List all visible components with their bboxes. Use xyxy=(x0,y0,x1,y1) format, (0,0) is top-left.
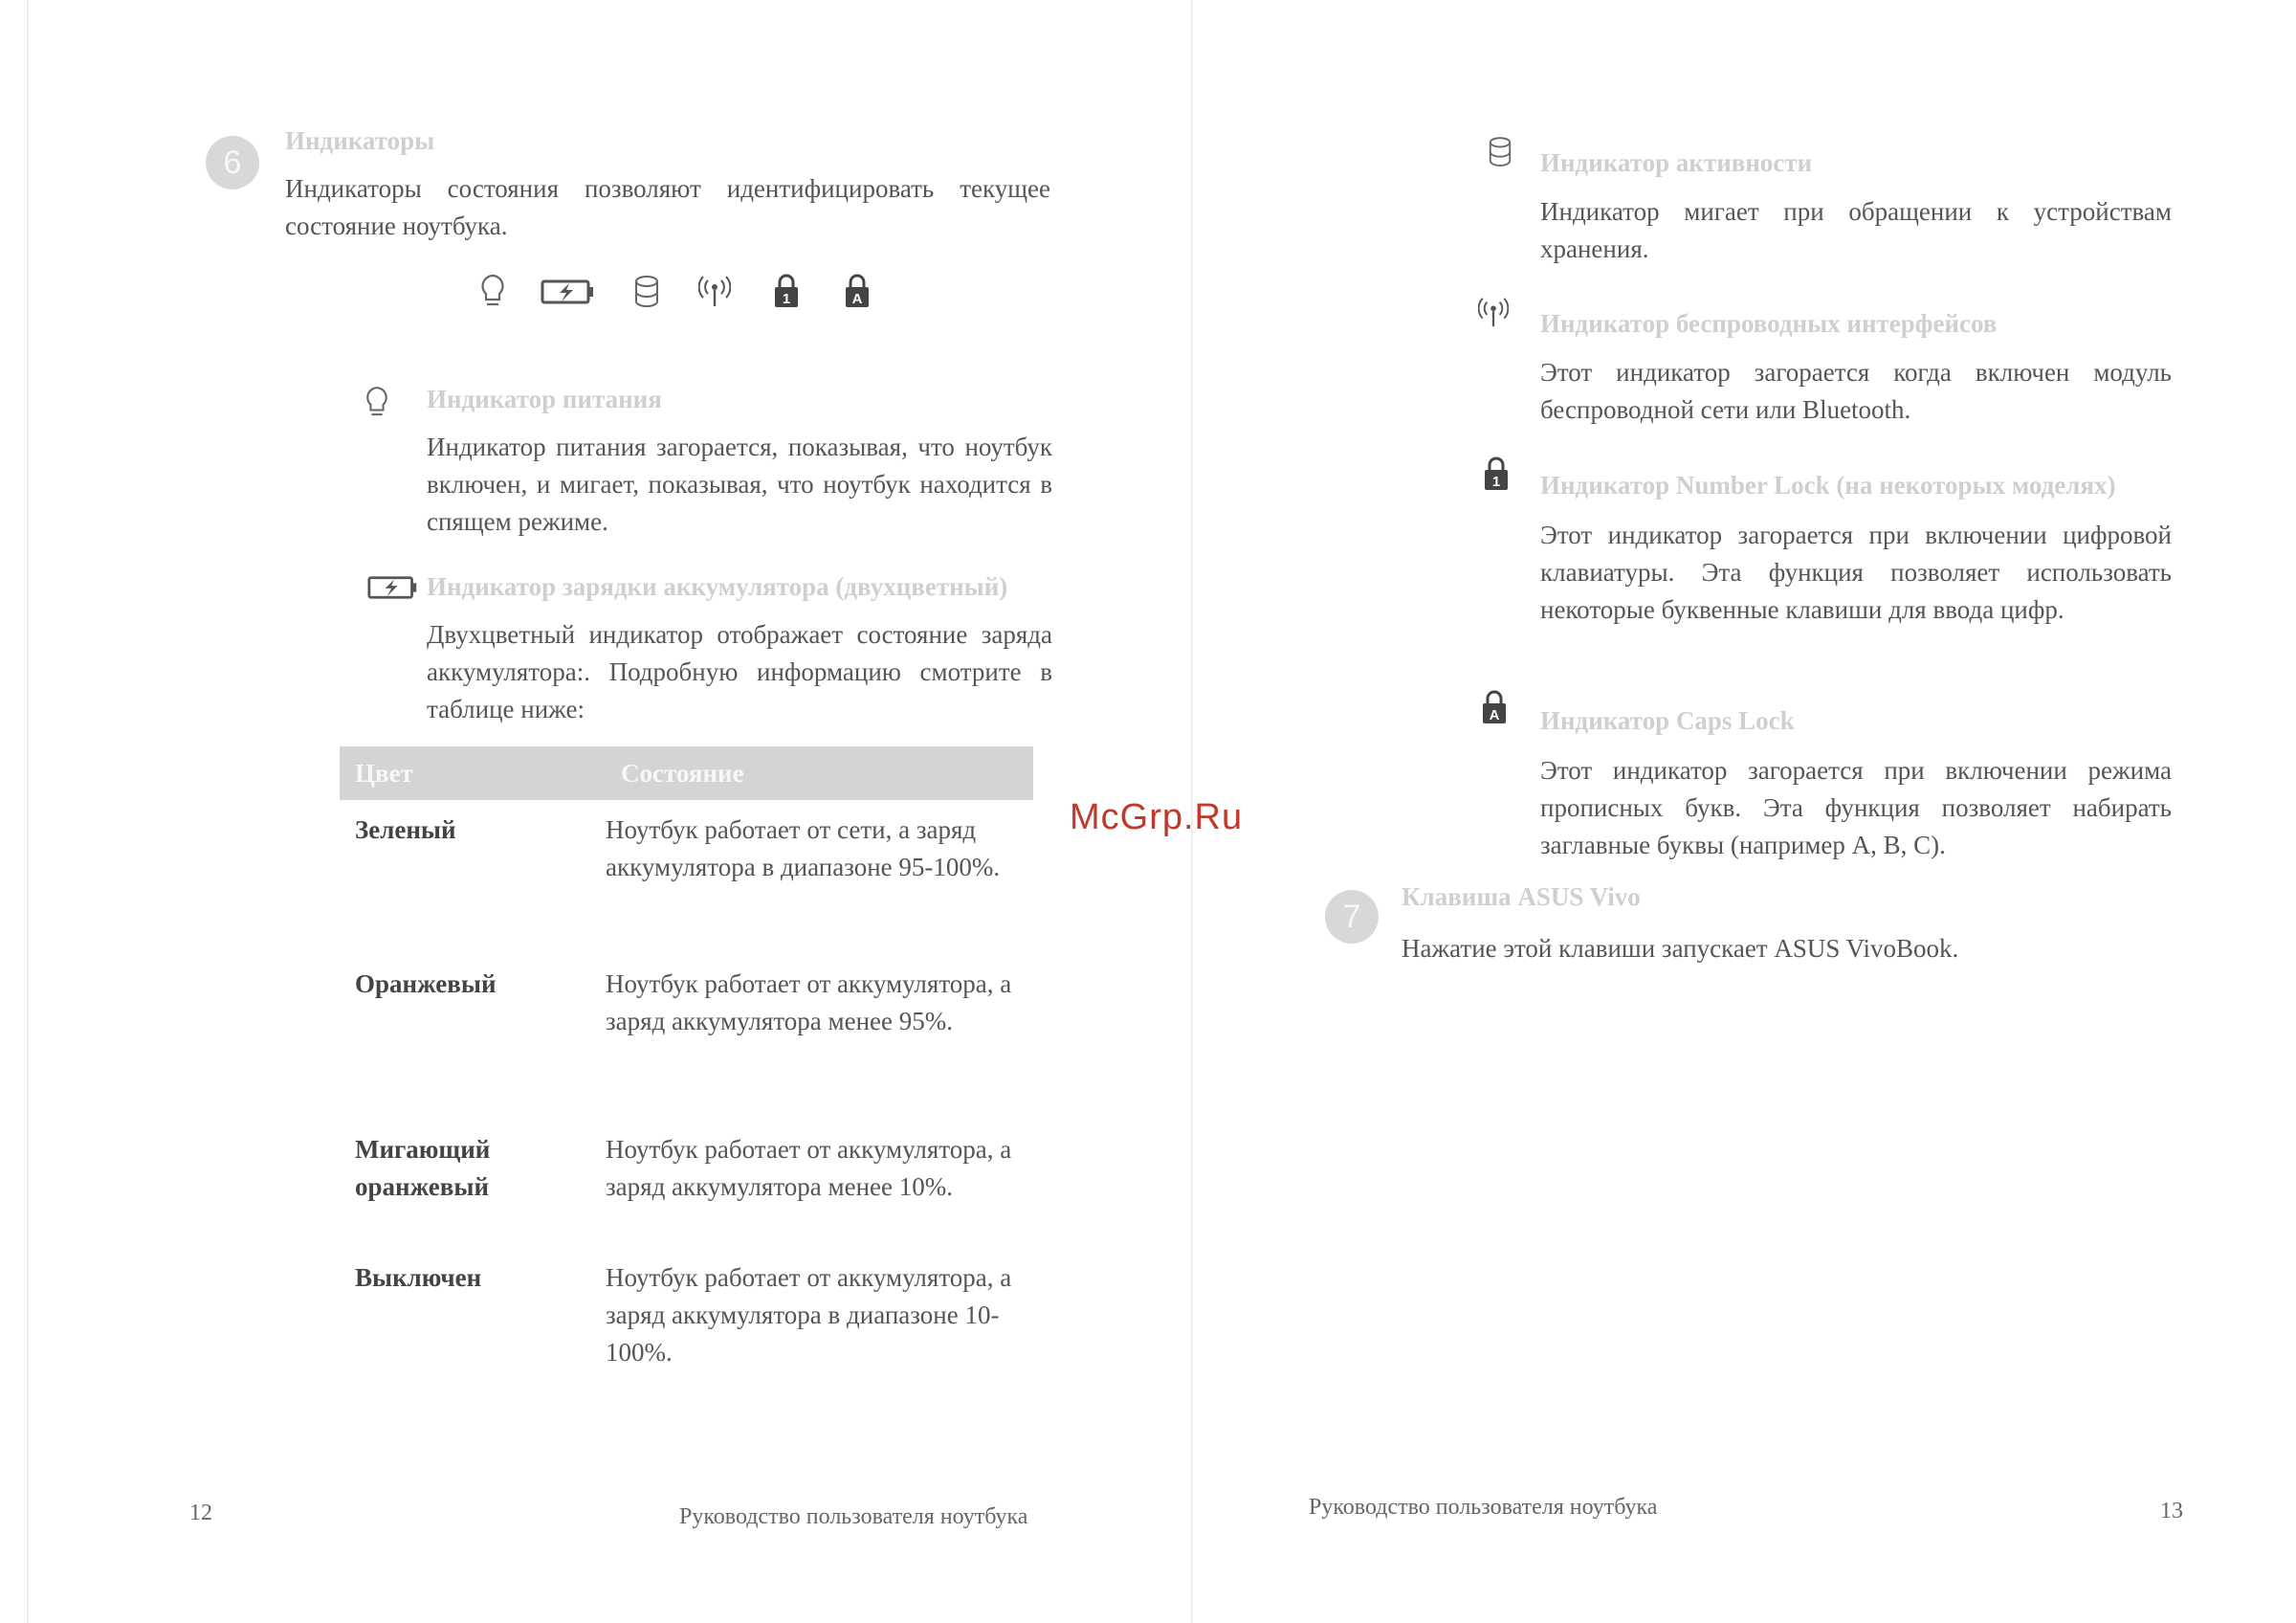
table-cell-color: Выключен xyxy=(355,1263,482,1292)
wireless-icon xyxy=(698,275,731,309)
section-number-badge: 7 xyxy=(1325,890,1379,944)
capslock-indicator-text: Этот индикатор загорается при включении режима прописных букв. Эта функция позволяет набирать заглавные буквы (например A, B, C). xyxy=(1540,756,2172,859)
power-bulb-icon xyxy=(364,385,390,421)
footer-right: Руководство пользователя ноутбука xyxy=(1309,1495,1658,1520)
numlock-indicator-text: Этот индикатор загорается при включении цифровой клавиатуры. Эта функция позволяет использовать некоторые буквенные клавиши для ввода цифр. xyxy=(1540,521,2172,624)
caps-lock-icon xyxy=(844,273,871,309)
drive-activity-icon xyxy=(1488,136,1512,168)
footer-left: Руководство пользователя ноутбука xyxy=(679,1504,1028,1529)
section-text: Нажатие этой клавиши запускает ASUS VivoBook. xyxy=(1402,934,1959,963)
table-cell-color: Мигающий оранжевый xyxy=(355,1135,491,1201)
battery-status-table xyxy=(340,746,1033,1412)
wireless-indicator-title: Индикатор беспроводных интерфейсов xyxy=(1540,309,1998,338)
svg-text:1: 1 xyxy=(782,291,791,307)
caps-lock-icon xyxy=(1481,689,1508,725)
table-cell-state: Ноутбук работает от аккумулятора, а заряд аккумулятора в диапазоне 10-100%. xyxy=(606,1263,1012,1367)
indicator-icon-row xyxy=(478,273,880,311)
battery-charge-icon xyxy=(367,574,419,601)
wireless-icon xyxy=(1478,297,1509,329)
table-cell-color: Зеленый xyxy=(355,815,456,844)
battery-indicator-title: Индикатор зарядки аккумулятора (двухцветный) xyxy=(427,572,1008,601)
page-number-right: 13 xyxy=(2160,1499,2183,1523)
svg-text:A: A xyxy=(1489,707,1500,723)
numlock-indicator-title: Индикатор Number Lock (на некоторых моделях) xyxy=(1540,471,2116,500)
section-intro: Индикаторы состояния позволяют идентифицировать текущее состояние ноутбука. xyxy=(285,174,1050,240)
section-title: Клавиша ASUS Vivo xyxy=(1402,882,1641,911)
battery-indicator-text: Двухцветный индикатор отображает состояние заряда аккумулятора:. Подробную информацию смотрите в таблице ниже: xyxy=(427,620,1052,723)
section-title: Индикаторы xyxy=(285,126,435,155)
table-cell-color: Оранжевый xyxy=(355,969,497,998)
activity-indicator-text: Индикатор мигает при обращении к устройствам хранения. xyxy=(1540,197,2172,263)
page-number-left: 12 xyxy=(189,1501,212,1525)
table-cell-state: Ноутбук работает от аккумулятора, а заряд аккумулятора менее 10%. xyxy=(606,1135,1012,1201)
power-indicator-text: Индикатор питания загорается, показывая, что ноутбук включен, и мигает, показывая, что ноутбук находится в спящем режиме. xyxy=(427,433,1052,536)
number-lock-icon xyxy=(773,273,800,309)
svg-text:1: 1 xyxy=(1491,474,1501,490)
table-header-row xyxy=(340,746,1033,800)
capslock-indicator-title: Индикатор Caps Lock xyxy=(1540,706,1795,735)
power-indicator-title: Индикатор питания xyxy=(427,385,662,413)
table-row xyxy=(340,1259,1033,1412)
drive-activity-icon xyxy=(633,275,660,309)
activity-indicator-title: Индикатор активности xyxy=(1540,148,1813,177)
power-bulb-icon xyxy=(478,273,507,311)
number-lock-icon xyxy=(1483,456,1510,492)
table-row xyxy=(340,966,1033,1131)
table-cell-state: Ноутбук работает от аккумулятора, а заряд аккумулятора менее 95%. xyxy=(606,969,1012,1035)
table-header-state: Состояние xyxy=(606,746,1033,800)
watermark: McGrp.Ru xyxy=(1070,797,1244,837)
wireless-indicator-text: Этот индикатор загорается когда включен модуль беспроводной сети или Bluetooth. xyxy=(1540,358,2172,424)
scan-edge-line xyxy=(27,0,29,1623)
table-row xyxy=(340,800,1033,966)
table-header-color: Цвет xyxy=(340,746,606,800)
battery-charge-icon xyxy=(541,278,596,305)
svg-text:A: A xyxy=(851,291,863,307)
table-row xyxy=(340,1131,1033,1259)
section-number-badge: 6 xyxy=(206,136,259,189)
table-cell-state: Ноутбук работает от сети, а заряд аккумулятора в диапазоне 95-100%. xyxy=(606,815,1001,881)
